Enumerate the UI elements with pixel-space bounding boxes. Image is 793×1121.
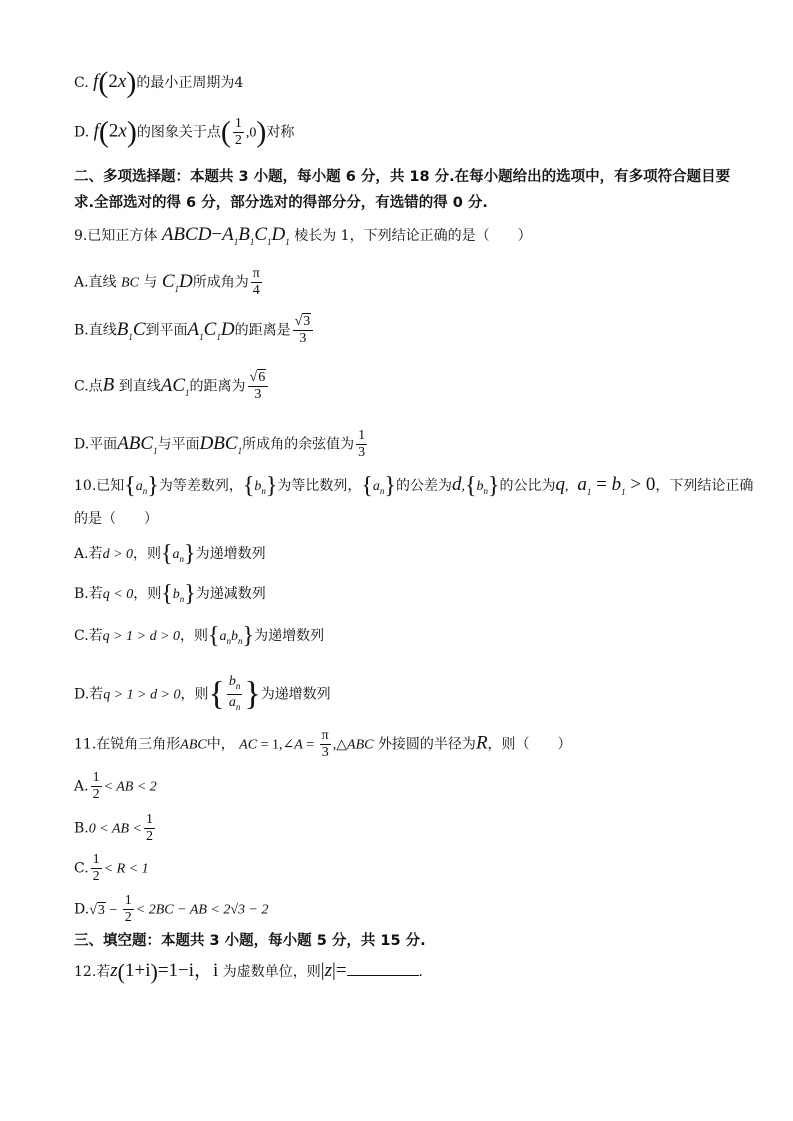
q9-option-d: D.平面$ABC_1$与平面$DBC_1$所成角的余弦值为 $\frac{1}{3}$ (74, 428, 366, 460)
q11-option-a: A. $\frac{1}{2}$ < AB < 2 (74, 770, 157, 802)
q10-option-d: D.若q > 1 > d > 0，则{ $\frac{b_n}{a_n}$ }为递增数列 (74, 674, 331, 713)
q10-option-b: B.若q < 0，则$\{b_n\}$为递减数列 (74, 581, 266, 607)
q8-option-c: C. f(2x)的最小正周期为4 (74, 66, 244, 99)
option-text: 对称 (266, 124, 295, 141)
q9-option-b: B.直线$B_1C$到平面$A_1C_1D$的距离是 $\frac{√3}{3}$ (74, 314, 733, 347)
option-text: 的图象关于点 (136, 124, 221, 141)
section-3-heading: 三、填空题：本题共 3 小题，每小题 5 分，共 15 分. (74, 933, 426, 949)
q11-option-c: C. $\frac{1}{2}$ < R < 1 (74, 852, 149, 884)
option-text: 的最小正周期为4 (136, 75, 244, 91)
q9-stem: 9.已知正方体 $ABCD-A_1B_1C_1D_1$ 棱长为 1，下列结论正确的是（ ） (74, 224, 532, 247)
option-label: D. (74, 124, 90, 141)
q10-stem-line2: 的是（ ） (74, 511, 158, 527)
q12: 12.若z(1+i)=1−i，i 为虚数单位，则|z|= . (74, 959, 423, 984)
option-label: C. (74, 75, 89, 91)
q11-option-b: B.0 < AB < $\frac{1}{2}$ (74, 812, 153, 844)
q11-option-d: D.√3 − $\frac{1}{2}$ < 2BC − AB < 2√3 − 2 (74, 893, 269, 925)
q10-option-a: A.若d > 0，则$\{a_n\}$为递增数列 (74, 541, 266, 567)
q10-stem-line1: 10.已知$\{a_n\}$为等差数列，$\{b_n\}$为等比数列，$\{a_n\}$的公差为$d,\{b_n\}$的公比为q, $a_1 = b_1 > 0$，下列结论正确 (74, 473, 754, 499)
q10-option-c: C.若q > 1 > d > 0，则$\{a_nb_n\}$为递增数列 (74, 623, 325, 649)
q9-option-c: C.点B 到直线$AC_1$的距离为 $\frac{√6}{3}$ (74, 370, 733, 403)
q11-stem: 11.在锐角三角形ABC中， AC = 1,∠A = $\frac{\pi}{3}$ ,△ABC 外接圆的半径为R，则（ ） (74, 728, 572, 760)
answer-blank[interactable] (347, 961, 419, 976)
section-2-heading: 二、多项选择题：本题共 3 小题，每小题 6 分，共 18 分.在每小题给出的选项中，有多项符合题目要求.全部选对的得 6 分，部分选对的得部分分，有选错的得 0 分. (74, 169, 731, 211)
q9-option-a: A.直线 BC 与 $C_1D$所成角为 $\frac{\pi}{4}$ (74, 266, 260, 298)
q8-option-d: D. f(2x)的图象关于点( $\frac{1}{2}$ ,0)对称 (74, 115, 295, 149)
